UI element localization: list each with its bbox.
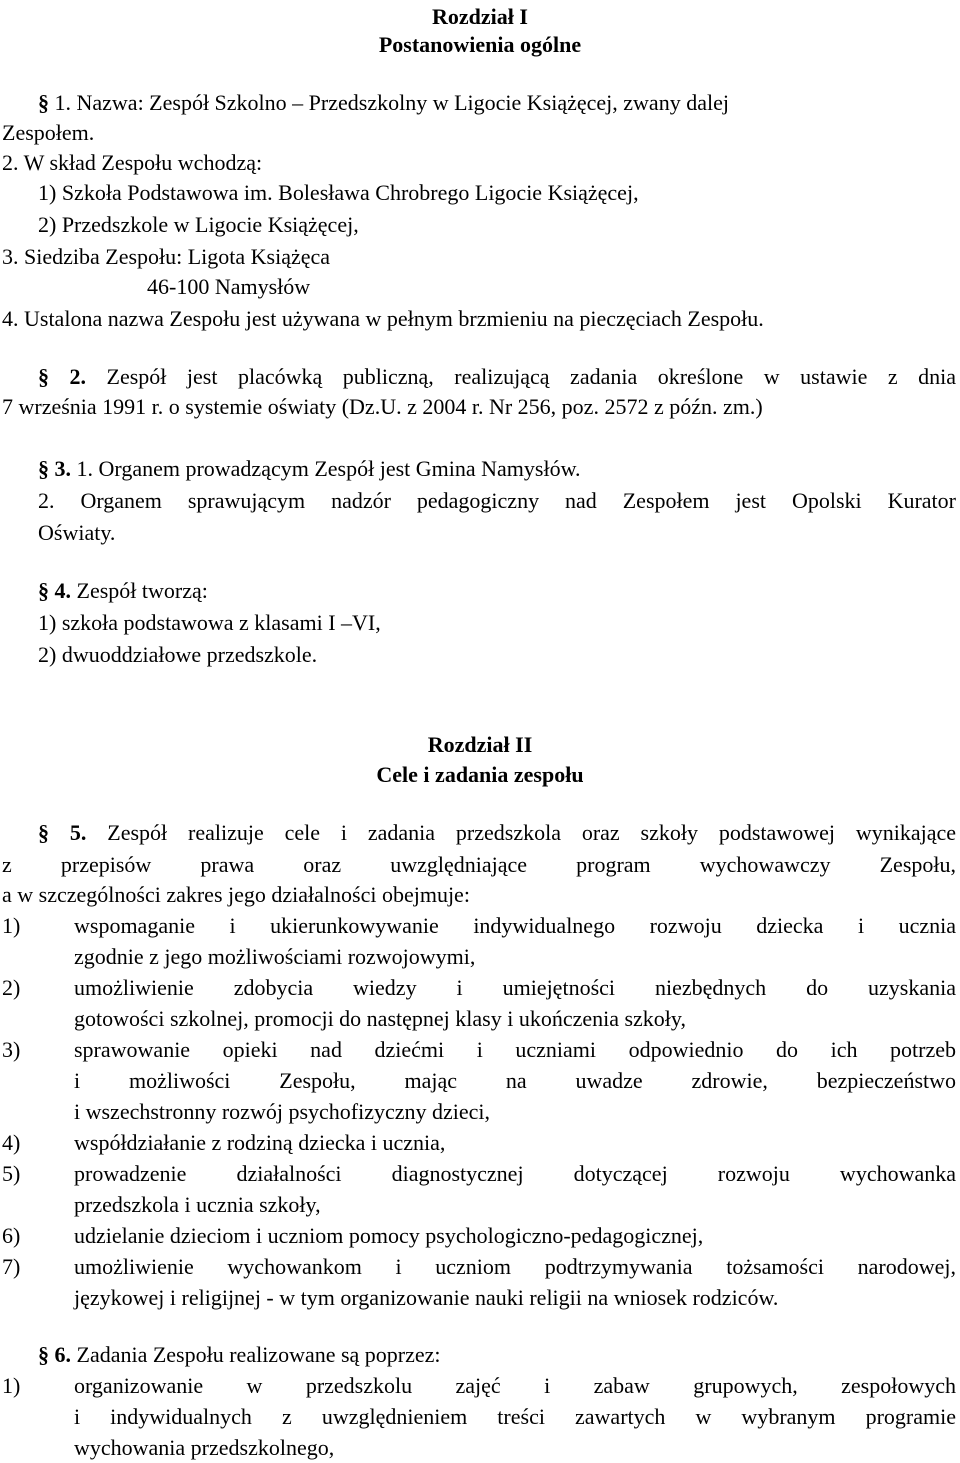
- section-6-item-line: wychowania przedszkolnego,: [74, 1435, 335, 1460]
- section-5-item-line: zgodnie z jego możliwościami rozwojowymi,: [74, 944, 476, 969]
- section-2-line2: 7 września 1991 r. o systemie oświaty (Dz.U. z 2004 r. Nr 256, poz. 2572 z późn. zm.): [2, 394, 763, 419]
- section-4-number: 4.: [54, 578, 71, 603]
- section-6-item-number: 1): [2, 1373, 21, 1398]
- section-mark: §: [38, 456, 49, 481]
- section-6-item-line: organizowanie w przedszkolu zajęć i zabaw grupowych, zespołowych: [74, 1373, 956, 1398]
- section-5-item-line: i wszechstronny rozwój psychofizyczny dzieci,: [74, 1099, 491, 1124]
- section-4-heading: [38, 576, 208, 606]
- section-1-p2-item-2: 2) Przedszkole w Ligocie Książęcej,: [38, 212, 359, 237]
- section-3-number: 3.: [54, 456, 71, 481]
- section-5-line3: a w szczególności zakres jego działalności obejmuje:: [2, 882, 470, 907]
- section-1-heading: [38, 88, 729, 118]
- section-5-item-line: językowej i religijnej - w tym organizowanie nauki religii na wniosek rodziców.: [74, 1285, 779, 1310]
- section-5-item-number: 6): [2, 1223, 21, 1248]
- section-2-line1-text: Zespół jest placówką publiczną, realizującą zadania określone w ustawie z dnia: [106, 364, 957, 389]
- section-5-line1-text: Zespół realizuje cele i zadania przedszkola oraz szkoły podstawowej wynikające: [107, 820, 957, 845]
- section-5-item-line: prowadzenie działalności diagnostycznej dotyczącej rozwoju wychowanka: [74, 1161, 956, 1186]
- section-5-item-number: 3): [2, 1037, 21, 1062]
- section-3-p1: [38, 454, 581, 484]
- chapter-2-subtitle: Cele i zadania zespołu: [376, 762, 584, 787]
- section-5-item-line: przedszkola i ucznia szkoły,: [74, 1192, 321, 1217]
- section-mark: §: [38, 578, 49, 603]
- section-5-item-line: umożliwienie wychowankom i uczniom podtrzymywania tożsamości narodowej,: [74, 1254, 956, 1279]
- chapter-1-title: Rozdział I: [432, 4, 528, 29]
- section-2-number: 2.: [69, 364, 87, 389]
- section-1-p2: 2. W skład Zespołu wchodzą:: [2, 150, 263, 175]
- section-1-p1-line2: Zespołem.: [2, 120, 95, 145]
- chapter-2-title: Rozdział II: [427, 732, 533, 757]
- section-5-item-line: wspomaganie i ukierunkowywanie indywidualnego rozwoju dziecka i ucznia: [74, 913, 956, 938]
- section-5-line1: [38, 818, 956, 848]
- section-5-item-number: 7): [2, 1254, 21, 1279]
- section-6-heading: [38, 1340, 441, 1370]
- section-5-item-number: 1): [2, 913, 21, 938]
- section-5-item-line: udzielanie dzieciom i uczniom pomocy psychologiczno-pedagogicznej,: [74, 1223, 704, 1248]
- section-2-line1: [38, 362, 956, 392]
- section-mark: §: [38, 90, 49, 115]
- section-3-p1-text: 1. Organem prowadzącym Zespół jest Gmina Namysłów.: [76, 456, 581, 481]
- section-1-p3: 3. Siedziba Zespołu: Ligota Książęca: [2, 244, 331, 269]
- section-4-text: Zespół tworzą:: [76, 578, 208, 603]
- section-5-item-number: 4): [2, 1130, 21, 1155]
- section-6-item-line: i indywidualnych z uwzględnieniem treści zawartych w wybranym programie: [74, 1404, 956, 1429]
- section-5-item-line: i możliwości Zespołu, mając na uwadze zdrowie, bezpieczeństwo: [74, 1068, 956, 1093]
- section-3-p2-line1: 2. Organem sprawującym nadzór pedagogiczny nad Zespołem jest Opolski Kurator: [38, 488, 956, 513]
- section-1-p2-item-1: 1) Szkoła Podstawowa im. Bolesława Chrobrego Ligocie Książęcej,: [38, 180, 639, 205]
- section-6-number: 6.: [54, 1342, 71, 1367]
- section-4-item-2: 2) dwuoddziałowe przedszkole.: [38, 642, 318, 667]
- section-mark: §: [38, 1342, 49, 1367]
- chapter-1-subtitle: Postanowienia ogólne: [378, 32, 582, 57]
- section-5-item-number: 5): [2, 1161, 21, 1186]
- section-5-item-line: współdziałanie z rodziną dziecka i ucznia,: [74, 1130, 446, 1155]
- section-mark: §: [38, 364, 49, 389]
- section-6-text: Zadania Zespołu realizowane są poprzez:: [76, 1342, 441, 1367]
- section-5-item-line: gotowości szkolnej, promocji do następnej klasy i ukończenia szkoły,: [74, 1006, 686, 1031]
- section-4-item-1: 1) szkoła podstawowa z klasami I –VI,: [38, 610, 381, 635]
- section-3-p2-line2: Oświaty.: [38, 520, 116, 545]
- section-5-item-line: sprawowanie opieki nad dziećmi i uczniami odpowiednio do ich potrzeb: [74, 1037, 956, 1062]
- section-5-item-line: umożliwienie zdobycia wiedzy i umiejętności niezbędnych do uzyskania: [74, 975, 956, 1000]
- section-5-number: 5.: [69, 820, 87, 845]
- section-1-p1-line1: 1. Nazwa: Zespół Szkolno – Przedszkolny w Ligocie Książęcej, zwany dalej: [54, 90, 729, 115]
- section-1-p3-address: 46-100 Namysłów: [147, 274, 311, 299]
- section-5-item-number: 2): [2, 975, 21, 1000]
- section-mark: §: [38, 820, 49, 845]
- section-5-line2: z przepisów prawa oraz uwzględniające program wychowawczy Zespołu,: [2, 852, 956, 877]
- section-1-p4: 4. Ustalona nazwa Zespołu jest używana w pełnym brzmieniu na pieczęciach Zespołu.: [2, 306, 764, 331]
